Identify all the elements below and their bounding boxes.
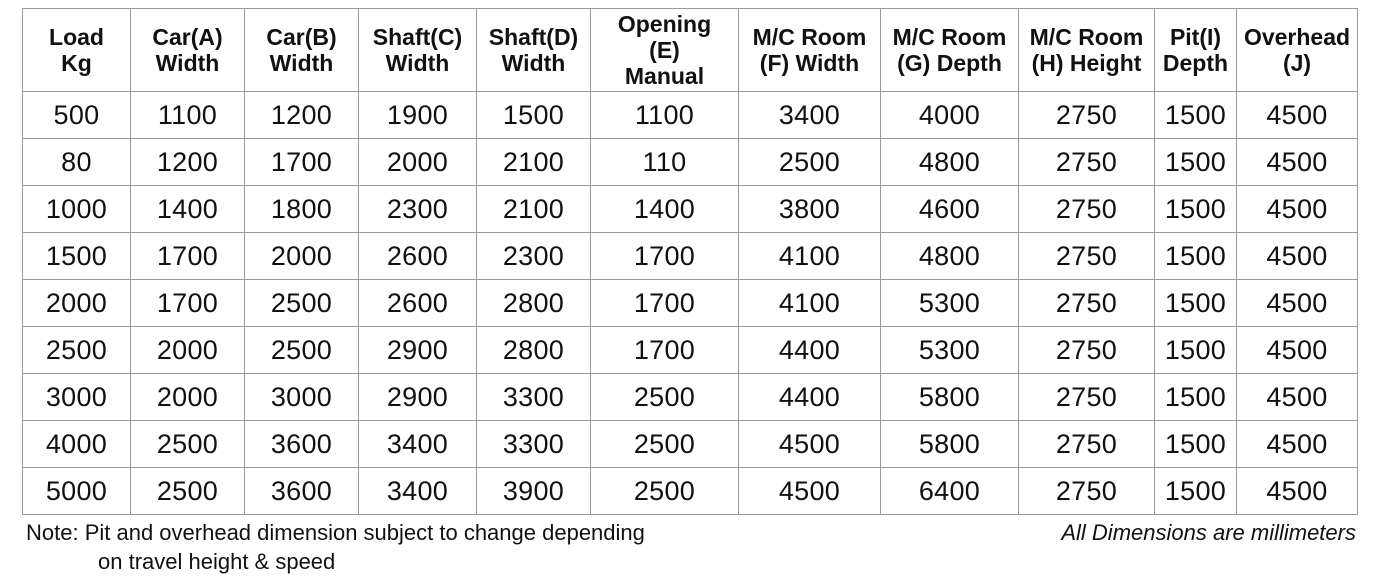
- table-cell: 5800: [881, 374, 1019, 421]
- column-header-line: Depth: [1162, 50, 1229, 76]
- table-cell: 2750: [1019, 233, 1155, 280]
- table-cell: 500: [23, 92, 131, 139]
- column-header: [739, 9, 881, 92]
- table-cell: 4500: [1237, 280, 1358, 327]
- table-cell: 3400: [739, 92, 881, 139]
- table-cell: 2750: [1019, 421, 1155, 468]
- column-header-line: Overhead: [1243, 24, 1351, 50]
- column-header: [1237, 9, 1358, 92]
- table-cell: 2000: [245, 233, 359, 280]
- table-cell: 2750: [1019, 92, 1155, 139]
- table-cell: 2300: [359, 186, 477, 233]
- column-header: [23, 9, 131, 92]
- table-body: [23, 92, 1358, 515]
- table-cell: 2750: [1019, 468, 1155, 515]
- table-cell: 2900: [359, 374, 477, 421]
- column-header-line: M/C Room: [1029, 24, 1144, 50]
- table-cell: 3400: [359, 421, 477, 468]
- table-cell: 4500: [1237, 92, 1358, 139]
- column-header-line: Width: [385, 50, 450, 76]
- table-cell: 2800: [477, 327, 591, 374]
- note-line-1: Note: Pit and overhead dimension subject to change depending: [26, 520, 645, 545]
- table-cell: 4000: [881, 92, 1019, 139]
- table-cell: 4000: [23, 421, 131, 468]
- table-row: [23, 280, 1358, 327]
- table-cell: 4500: [1237, 139, 1358, 186]
- table-cell: 1700: [245, 139, 359, 186]
- notes-area: [26, 518, 1356, 580]
- table-cell: 4500: [1237, 374, 1358, 421]
- column-header-line: Pit(I): [1169, 24, 1222, 50]
- table-cell: 1100: [591, 92, 739, 139]
- table-cell: 2800: [477, 280, 591, 327]
- column-header: [245, 9, 359, 92]
- table-cell: 2500: [131, 421, 245, 468]
- table-cell: 4100: [739, 233, 881, 280]
- table-cell: 2500: [591, 374, 739, 421]
- table-cell: 1500: [1155, 421, 1237, 468]
- table-row: [23, 468, 1358, 515]
- table-cell: 2600: [359, 280, 477, 327]
- table-row: [23, 92, 1358, 139]
- column-header-line: (G) Depth: [897, 50, 1002, 76]
- table-cell: 1200: [245, 92, 359, 139]
- table-cell: 1500: [477, 92, 591, 139]
- table-cell: 4800: [881, 139, 1019, 186]
- table-cell: 5300: [881, 327, 1019, 374]
- column-header-line: (F) Width: [759, 50, 860, 76]
- table-cell: 3600: [245, 468, 359, 515]
- table-cell: 3000: [23, 374, 131, 421]
- table-cell: 2750: [1019, 139, 1155, 186]
- column-header-line: M/C Room: [752, 24, 867, 50]
- table-cell: 5000: [23, 468, 131, 515]
- units-note: All Dimensions are millimeters: [1061, 520, 1356, 545]
- table-cell: 1500: [1155, 374, 1237, 421]
- column-header-line: Shaft(C): [372, 24, 463, 50]
- table-cell: 2000: [23, 280, 131, 327]
- table-cell: 1500: [1155, 327, 1237, 374]
- table-cell: 1700: [131, 280, 245, 327]
- table-cell: 1700: [591, 233, 739, 280]
- column-header: [131, 9, 245, 92]
- table-cell: 4600: [881, 186, 1019, 233]
- note-line-2: on travel height & speed: [98, 549, 336, 574]
- column-header-line: Manual: [624, 63, 705, 89]
- table-cell: 6400: [881, 468, 1019, 515]
- table-cell: 2500: [591, 421, 739, 468]
- column-header: [881, 9, 1019, 92]
- dimensions-sheet: [22, 8, 1357, 515]
- table-cell: 1500: [1155, 92, 1237, 139]
- table-cell: 3300: [477, 421, 591, 468]
- column-header-line: Car(A): [152, 24, 223, 50]
- table-cell: 2600: [359, 233, 477, 280]
- table-cell: 1900: [359, 92, 477, 139]
- table-cell: 1000: [23, 186, 131, 233]
- table-cell: 4400: [739, 327, 881, 374]
- column-header: [591, 9, 739, 92]
- column-header: [477, 9, 591, 92]
- table-header-row: [23, 9, 1358, 92]
- table-cell: 1500: [1155, 468, 1237, 515]
- table-cell: 3400: [359, 468, 477, 515]
- table-cell: 4400: [739, 374, 881, 421]
- column-header-line: Width: [269, 50, 334, 76]
- table-cell: 3600: [245, 421, 359, 468]
- table-cell: 2900: [359, 327, 477, 374]
- table-row: [23, 139, 1358, 186]
- table-cell: 1400: [131, 186, 245, 233]
- column-header-line: (H) Height: [1031, 50, 1142, 76]
- table-cell: 1500: [1155, 139, 1237, 186]
- table-cell: 2750: [1019, 280, 1155, 327]
- column-header-line: Shaft(D): [488, 24, 579, 50]
- table-cell: 4500: [1237, 421, 1358, 468]
- column-header-line: Kg: [61, 50, 92, 76]
- table-cell: 3300: [477, 374, 591, 421]
- table-cell: 2500: [23, 327, 131, 374]
- table-cell: 1800: [245, 186, 359, 233]
- table-cell: 110: [591, 139, 739, 186]
- column-header-line: M/C Room: [892, 24, 1007, 50]
- table-cell: 3000: [245, 374, 359, 421]
- table-cell: 4500: [739, 421, 881, 468]
- column-header-line: Width: [155, 50, 220, 76]
- table-cell: 1500: [1155, 280, 1237, 327]
- table-cell: 2500: [739, 139, 881, 186]
- table-cell: 2300: [477, 233, 591, 280]
- table-cell: 1200: [131, 139, 245, 186]
- column-header-line: Car(B): [266, 24, 337, 50]
- table-cell: 1400: [591, 186, 739, 233]
- table-cell: 1500: [1155, 186, 1237, 233]
- table-cell: 4800: [881, 233, 1019, 280]
- column-header-line: (J): [1282, 50, 1312, 76]
- table-cell: 2000: [131, 327, 245, 374]
- column-header-line: Load: [49, 24, 104, 50]
- table-cell: 4500: [739, 468, 881, 515]
- column-header: [359, 9, 477, 92]
- table-cell: 2500: [245, 280, 359, 327]
- column-header-line: (E): [649, 37, 680, 63]
- table-cell: 2000: [131, 374, 245, 421]
- table-cell: 2500: [591, 468, 739, 515]
- table-cell: 2500: [131, 468, 245, 515]
- table-cell: 4500: [1237, 327, 1358, 374]
- table-row: [23, 327, 1358, 374]
- column-header-line: Opening: [617, 11, 712, 37]
- table-cell: 1100: [131, 92, 245, 139]
- table-cell: 2750: [1019, 374, 1155, 421]
- table-cell: 2000: [359, 139, 477, 186]
- table-cell: 3900: [477, 468, 591, 515]
- table-cell: 4100: [739, 280, 881, 327]
- column-header-line: Width: [501, 50, 566, 76]
- table-cell: 1500: [23, 233, 131, 280]
- note: [26, 518, 786, 576]
- table-cell: 4500: [1237, 468, 1358, 515]
- table-cell: 4500: [1237, 186, 1358, 233]
- table-cell: 1700: [591, 280, 739, 327]
- column-header: [1019, 9, 1155, 92]
- table-cell: 80: [23, 139, 131, 186]
- table-row: [23, 374, 1358, 421]
- table-cell: 3800: [739, 186, 881, 233]
- table-cell: 2100: [477, 139, 591, 186]
- lift-dimensions-table: [22, 8, 1358, 515]
- table-cell: 1500: [1155, 233, 1237, 280]
- table-cell: 5800: [881, 421, 1019, 468]
- table-cell: 1700: [591, 327, 739, 374]
- table-cell: 2500: [245, 327, 359, 374]
- table-cell: 2750: [1019, 327, 1155, 374]
- table-row: [23, 233, 1358, 280]
- table-cell: 5300: [881, 280, 1019, 327]
- column-header: [1155, 9, 1237, 92]
- table-row: [23, 186, 1358, 233]
- table-cell: 4500: [1237, 233, 1358, 280]
- table-row: [23, 421, 1358, 468]
- table-cell: 2750: [1019, 186, 1155, 233]
- table-cell: 1700: [131, 233, 245, 280]
- table-cell: 2100: [477, 186, 591, 233]
